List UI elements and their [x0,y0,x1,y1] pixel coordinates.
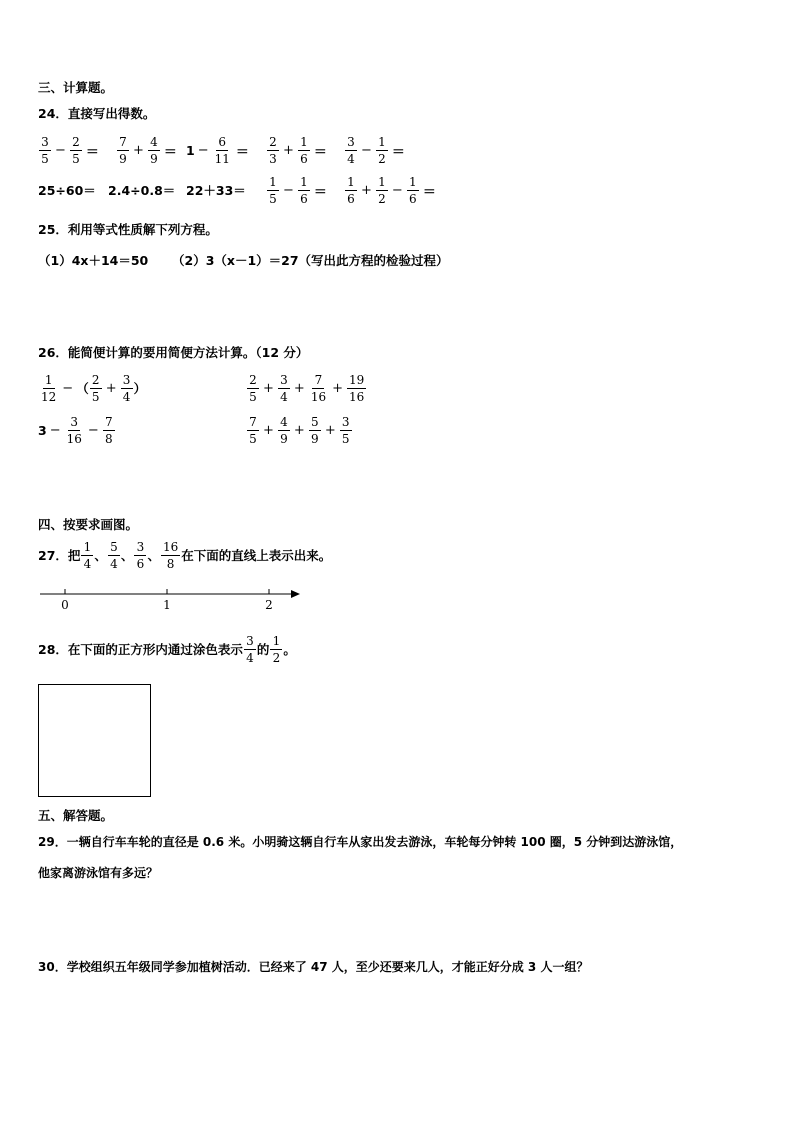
denominator: 3 [269,151,277,166]
text: 、 [147,548,160,563]
operator: − [391,182,403,198]
fraction [161,540,180,571]
numerator: 2 [247,373,259,389]
text: ） [133,381,147,396]
equals-sign: ＝ [313,184,327,200]
q24-row-2 [38,170,436,210]
tick-label-0: 0 [61,598,69,612]
text: 28．在下面的正方形内通过涂色表示 [38,642,243,657]
fraction [309,373,328,404]
q29-line-2: 他家离游泳馆有多远？ [38,866,159,880]
numerator: 1 [345,175,357,191]
fraction [298,175,310,206]
section-5-heading: 五、解答题。 [38,808,114,823]
denominator: 8 [104,431,113,446]
numerator: 19 [349,372,365,387]
denominator: 2 [378,151,386,166]
equals-sign: ＝ [391,144,405,160]
numerator: 7 [312,373,324,389]
numerator: 7 [117,135,129,151]
operator: + [361,182,372,198]
q27-prompt [38,535,331,575]
operator: + [332,380,343,396]
operator: − [62,380,74,396]
denominator: 9 [119,151,127,166]
fraction [148,135,160,166]
numerator: 3 [340,415,352,431]
denominator: 5 [249,431,257,446]
numerator: 1 [376,135,388,151]
denominator: 5 [72,151,80,166]
q30-question: 30．学校组织五年级同学参加植树活动．已经来了 47 人，至少还要来几人，才能正好分成 3 人一组？ [38,960,589,974]
q24-item-1 [38,135,116,166]
fraction [270,634,282,665]
numerator: 4 [278,415,290,431]
equals-sign: ＝ [313,144,327,160]
operator: − [197,142,209,158]
denominator: 4 [83,556,92,571]
denominator: 6 [408,191,417,206]
fraction [298,135,310,166]
fraction [90,373,102,404]
fraction [267,175,279,206]
q24-row-1 [38,130,405,170]
number-line [38,585,303,615]
numerator: 1 [407,175,419,191]
operator: + [324,422,336,438]
fraction [39,373,58,404]
numerator: 3 [68,415,80,431]
operator: + [263,380,274,396]
denominator: 6 [136,556,145,571]
fraction [376,135,388,166]
fraction [267,135,279,166]
denominator: 16 [349,389,365,404]
fraction [117,135,129,166]
fraction [70,135,82,166]
fraction [103,415,115,446]
numerator: 5 [108,540,120,556]
numerator: 5 [309,415,321,431]
denominator: 9 [310,431,319,446]
denominator: 5 [41,151,49,166]
denominator: 11 [214,151,230,166]
fraction [340,415,352,446]
q24-item-7: 2.4÷0.8＝ [108,183,176,198]
q26-expr-2 [38,410,116,450]
denominator: 16 [310,389,327,404]
numerator: 1 [270,634,282,650]
operator: − [361,142,372,158]
denominator: 9 [280,431,288,446]
numerator: 3 [278,373,290,389]
denominator: 6 [300,191,308,206]
numerator: 6 [216,135,228,151]
shading-square[interactable] [38,684,151,797]
denominator: 2 [272,650,281,665]
numerator: 16 [162,539,179,554]
text: 、 [120,548,134,563]
equals-sign: ＝ [85,144,99,160]
numerator: 1 [81,540,93,556]
fraction [65,415,84,446]
q26-expr-4 [246,410,353,450]
denominator: 6 [300,151,308,166]
operator: + [293,380,305,396]
numerator: 7 [247,415,259,431]
fraction [134,540,146,571]
denominator: 12 [41,389,57,404]
numerator: 3 [39,135,51,151]
numerator: 4 [148,135,160,151]
denominator: 4 [122,389,131,404]
text: 27．把 [38,548,81,563]
text: 、 [94,548,107,563]
fraction [278,415,290,446]
section-3-heading: 三、计算题。 [38,80,114,95]
numerator: 1 [298,135,310,151]
q24-item-6: 25÷60＝ [38,183,96,198]
numerator: 1 [267,175,279,191]
q29-line-1: 29．一辆自行车车轮的直径是 0.6 米。小明骑这辆自行车从家出发去游泳，车轮每分钟转 100 圈，5 分钟到达游泳馆， [38,835,683,849]
tick-label-2: 2 [265,598,273,612]
q24-item-2 [116,135,186,166]
denominator: 5 [249,389,257,404]
equals-sign: ＝ [422,184,436,200]
denominator: 5 [341,431,350,446]
q26-expr-1 [38,368,146,408]
q24-item-5 [344,135,405,166]
numerator: 7 [103,415,115,431]
denominator: 4 [110,556,118,571]
denominator: 8 [166,556,175,571]
fraction [81,540,93,571]
denominator: 4 [280,389,288,404]
denominator: 2 [378,191,386,206]
text: 的 [256,642,270,657]
q24-item-3 [186,135,266,166]
numerator: 3 [121,373,133,389]
numerator: 1 [298,175,310,191]
denominator: 5 [91,389,100,404]
text: 在下面的直线上表示出来。 [181,548,332,563]
denominator: 5 [269,191,277,206]
equals-sign: ＝ [163,144,177,160]
q25-part-1: （1）4x＋14＝50 [38,253,149,268]
fraction [407,175,419,206]
tick-label-1: 1 [163,598,171,612]
numerator: 3 [134,540,146,556]
q24-title: 24．直接写出得数。 [38,106,156,121]
denominator: 9 [150,151,158,166]
fraction [345,175,357,206]
fraction [39,135,51,166]
fraction [247,415,259,446]
denominator: 4 [246,650,254,665]
numerator: 3 [345,135,357,151]
q24-item-8: 22＋33＝ [186,183,246,198]
operator: + [283,142,294,158]
q26-title: 26．能简便计算的要用简便方法计算。（12 分） [38,345,309,360]
numerator: 2 [267,135,279,151]
q28-prompt [38,629,296,669]
q25-part-2: （2）3（x－1）＝27（写出此方程的检验过程） [172,253,449,268]
denominator: 16 [66,431,82,446]
text: 3 [38,422,47,438]
fraction [244,634,256,665]
q25-title: 25．利用等式性质解下列方程。 [38,222,218,237]
numerator: 1 [43,373,55,389]
numerator: 2 [90,373,102,389]
q24-item-10 [344,175,436,206]
operator: − [55,142,66,158]
equals-sign: ＝ [235,144,249,160]
operator: + [293,422,305,438]
operator: − [87,422,99,438]
numerator: 1 [376,175,388,191]
fraction [213,135,232,166]
fraction [347,373,366,404]
operator: + [105,380,117,396]
fraction [309,415,321,446]
fraction [247,373,259,404]
q26-expr-3 [246,368,367,408]
text: （ [76,381,89,396]
operator: + [263,422,274,438]
operator: − [283,182,294,198]
numerator: 2 [70,135,82,151]
text: 1 [186,142,195,158]
q24-item-4 [266,135,344,166]
q24-item-9 [266,175,344,206]
fraction [108,540,120,571]
fraction [278,373,290,404]
fraction [345,135,357,166]
numerator: 3 [244,634,256,650]
operator: − [49,422,61,438]
fraction [121,373,133,404]
operator: + [133,142,144,158]
denominator: 6 [347,191,355,206]
fraction [376,175,388,206]
section-4-heading: 四、按要求画图。 [38,517,139,532]
text: 。 [283,642,296,657]
denominator: 4 [347,151,355,166]
